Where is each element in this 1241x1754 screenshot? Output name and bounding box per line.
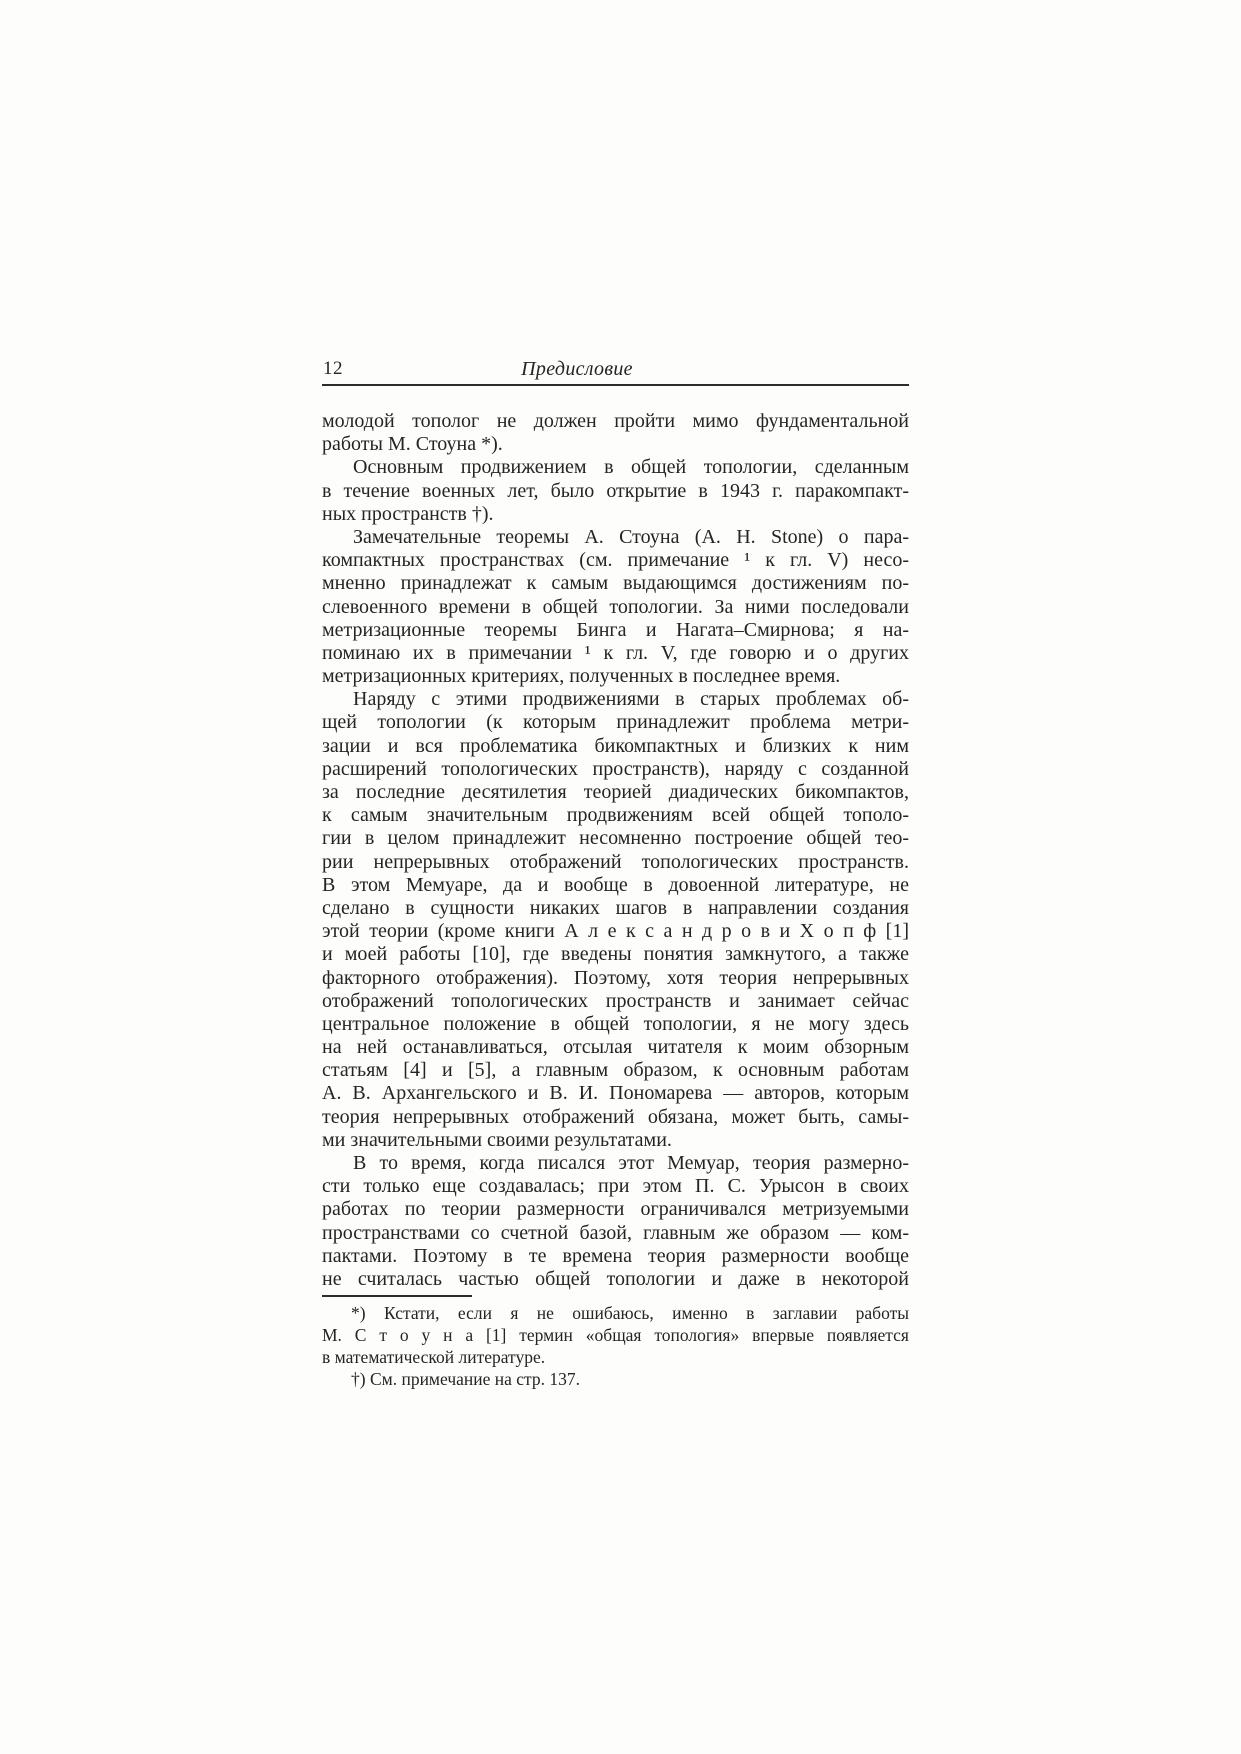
paragraph [322, 410, 909, 456]
text-line: слевоенного времени в общей топологии. За ними последовали [322, 595, 909, 618]
text-line: молодой тополог не должен пройти мимо фундаментальной [322, 410, 909, 432]
text-line: рии непрерывных отображений топологических пространств. [322, 850, 909, 873]
paragraph [322, 526, 909, 688]
text-line: на ней останавливаться, отсылая читателя к моим обзорным [322, 1036, 909, 1059]
text-line: за последние десятилетия теорией диадических бикомпактов, [322, 781, 909, 803]
text-line: поминаю их в примечании ¹ к гл. V, где говорю и о других [322, 641, 909, 664]
paragraph [322, 1368, 909, 1390]
footnote-text [322, 1302, 909, 1390]
text-line: в математической литературе. [322, 1347, 546, 1368]
text-line: и моей работы [10], где введены понятия замкнутого, а также [322, 943, 909, 966]
text-line: факторного отображения). Поэтому, хотя теория непрерывных [322, 966, 909, 989]
text-line: гии в целом принадлежит несомненно построение общей тео- [322, 827, 909, 850]
page-number: 12 [323, 358, 343, 379]
text-line: В этом Мемуаре, да и вообще в довоенной литературе, не [322, 873, 909, 896]
text-line: А. В. Архангельского и В. И. Пономарева — авторов, которым [322, 1082, 909, 1105]
text-line: Основным продвижением в общей топологии, сделанным [353, 456, 909, 479]
text-line: работах по теории размерности ограничивался метризуемыми [322, 1198, 909, 1221]
footnote-rule [322, 1295, 472, 1297]
text-block [322, 356, 909, 1390]
text-line: пактами. Поэтому в те времена теория размерности вообще [322, 1244, 909, 1267]
body-text [322, 386, 909, 1291]
text-line: компактных пространствах (см. примечание ¹ к гл. V) несо- [322, 549, 909, 572]
text-line: ных пространств †). [322, 502, 494, 525]
text-line: центральное положение в общей топологии, я не могу здесь [322, 1012, 909, 1035]
text-line: щей топологии (к которым принадлежит проблема метри- [322, 711, 909, 734]
text-line: *) Кстати, если я не ошибаюсь, именно в заглавии работы [351, 1303, 909, 1324]
text-line: Наряду с этими продвижениями в старых проблемах об- [353, 688, 909, 711]
text-line: расширений топологических пространств), наряду с созданной [322, 757, 909, 780]
text-line: отображений топологических пространств и занимает сейчас [322, 989, 909, 1012]
running-title: Предисловие [521, 358, 633, 380]
paragraph [322, 1302, 909, 1368]
text-line: †) См. примечание на стр. 137. [351, 1369, 581, 1390]
footnotes-section [322, 1295, 909, 1390]
text-line: к самым значительным продвижениям всей общей тополо- [322, 804, 909, 827]
text-line: не считалась частью общей топологии и даже в некоторой [322, 1267, 909, 1290]
text-line: в течение военных лет, было открытие в 1943 г. паракомпакт- [322, 479, 909, 502]
text-line: зации и вся проблематика бикомпактных и близких к ним [322, 734, 909, 757]
text-line: метризационные теоремы Бинга и Нагата–Смирнова; я на- [322, 618, 909, 641]
paragraph [322, 688, 909, 1152]
text-line: этой теории (кроме книги А л е к с а н д р о в и Х о п ф [1] [322, 920, 909, 943]
text-line: В то время, когда писался этот Мемуар, теория размерно- [353, 1152, 909, 1174]
text-line: сделано в сущности никаких шагов в направлении создания [322, 896, 909, 919]
paragraph [322, 1152, 909, 1291]
text-line: работы М. Стоуна *). [322, 433, 503, 456]
text-line: М. С т о у н а [1] термин «общая топология» впервые появляется [322, 1325, 909, 1346]
text-line: пространствами со счетной базой, главным же образом — ком- [322, 1221, 909, 1244]
text-line: ми значительными своими результатами. [322, 1128, 672, 1151]
paragraph [322, 456, 909, 526]
text-line: статьям [4] и [5], а главным образом, к основным работам [322, 1059, 909, 1082]
text-line: метризационных критериях, полученных в последнее время. [322, 665, 841, 688]
text-line: сти только еще создавалась; при этом П. С. Урысон в своих [322, 1175, 909, 1198]
text-line: мненно принадлежат к самым выдающимся достижениям по- [322, 572, 909, 595]
text-line: Замечательные теоремы А. Стоуна (A. H. Stone) о пара- [353, 525, 909, 548]
page-header [322, 356, 909, 386]
text-line: теория непрерывных отображений обязана, может быть, самы- [322, 1105, 909, 1128]
